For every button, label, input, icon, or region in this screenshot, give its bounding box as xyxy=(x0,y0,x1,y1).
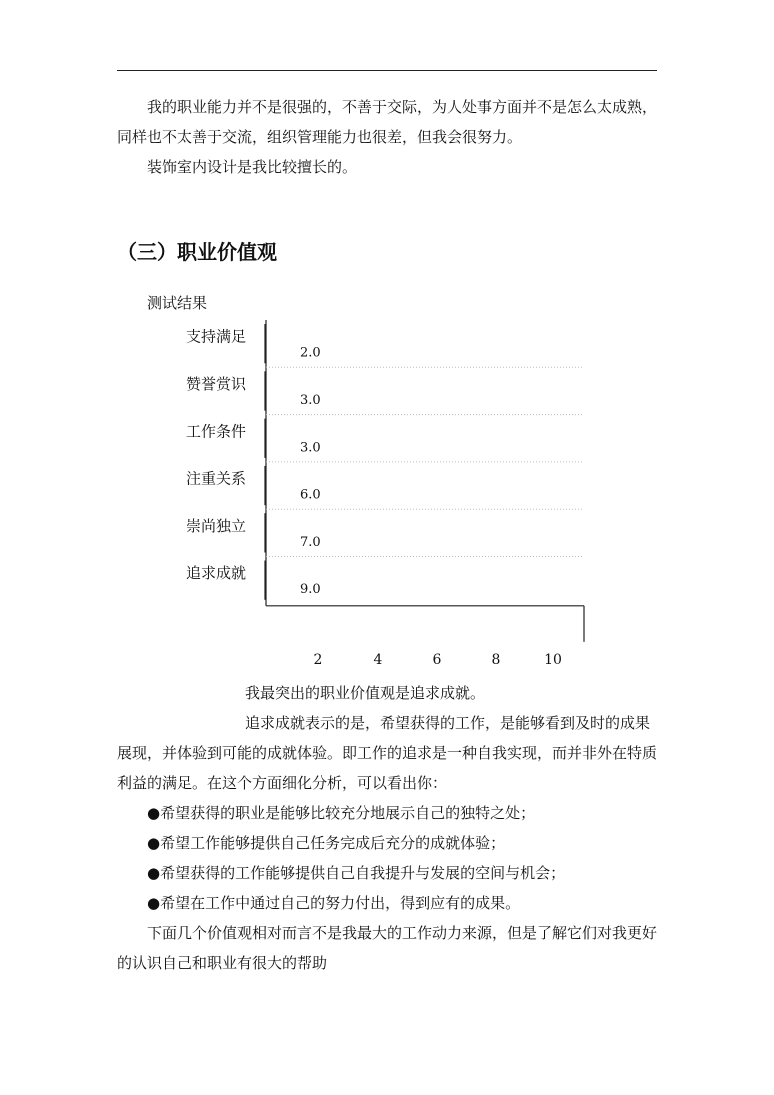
category-label: 追求成就 xyxy=(185,564,246,583)
data-label: 3.0 xyxy=(300,392,321,408)
x-tick-label: 4 xyxy=(373,652,383,668)
body-section xyxy=(117,678,662,978)
category-label: 支持满足 xyxy=(185,327,246,346)
bullet-text: 希望在工作中通过自己的努力付出，得到应有的成果。 xyxy=(160,894,521,912)
intro-paragraph-2: 装饰室内设计是我比较擅长的。 xyxy=(147,158,358,176)
bullet-icon: ● xyxy=(147,864,161,882)
bullet-item xyxy=(117,828,662,858)
bullet-text: 希望工作能够提供自己任务完成后充分的成就体验； xyxy=(160,834,506,852)
data-label: 2.0 xyxy=(300,345,321,361)
category-label: 工作条件 xyxy=(185,422,246,441)
bullet-item xyxy=(117,858,662,888)
intro-paragraph-1: 我的职业能力并不是很强的，不善于交际，为人处事方面并不是怎么太成熟，同样也不太善于交流，组织管理能力也很差，但我会很努力。 xyxy=(117,98,658,146)
data-label: 6.0 xyxy=(300,487,321,503)
chart-title: 测试结果 xyxy=(147,294,208,312)
data-label: 7.0 xyxy=(300,534,321,550)
bullet-text: 希望获得的职业是能够比较充分地展示自己的独特之处； xyxy=(160,804,536,822)
x-tick-label: 6 xyxy=(432,652,442,668)
category-label: 注重关系 xyxy=(185,469,246,488)
x-tick-label: 10 xyxy=(544,652,562,668)
data-label: 3.0 xyxy=(300,440,321,456)
bullet-item xyxy=(117,798,662,828)
bullet-text: 希望获得的工作能够提供自己自我提升与发展的空间与机会； xyxy=(160,864,566,882)
data-label: 9.0 xyxy=(300,582,321,598)
bullet-icon: ● xyxy=(147,834,161,852)
x-tick-label: 8 xyxy=(491,652,501,668)
summary-text: 我最突出的职业价值观是追求成就。 xyxy=(245,684,486,702)
x-tick-label: 2 xyxy=(313,652,323,668)
bullet-icon: ● xyxy=(147,804,161,822)
closing-text: 下面几个价值观相对而言不是我最大的工作动力来源，但是了解它们对我更好的认识自己和职业有很大的帮助 xyxy=(117,924,658,972)
explain-text: 追求成就表示的是，希望获得的工作，是能够看到及时的成果展现，并体验到可能的成就体验。即工作的追求是一种自我实现，而并非外在特质利益的满足。在这个方面细化分析，可以看出你： xyxy=(117,714,658,792)
bullet-item xyxy=(117,888,662,918)
category-label: 赞誉赏识 xyxy=(185,374,246,393)
bullet-icon: ● xyxy=(147,894,161,912)
section-heading: （三）职业价值观 xyxy=(117,240,277,264)
category-label: 崇尚独立 xyxy=(185,516,246,535)
